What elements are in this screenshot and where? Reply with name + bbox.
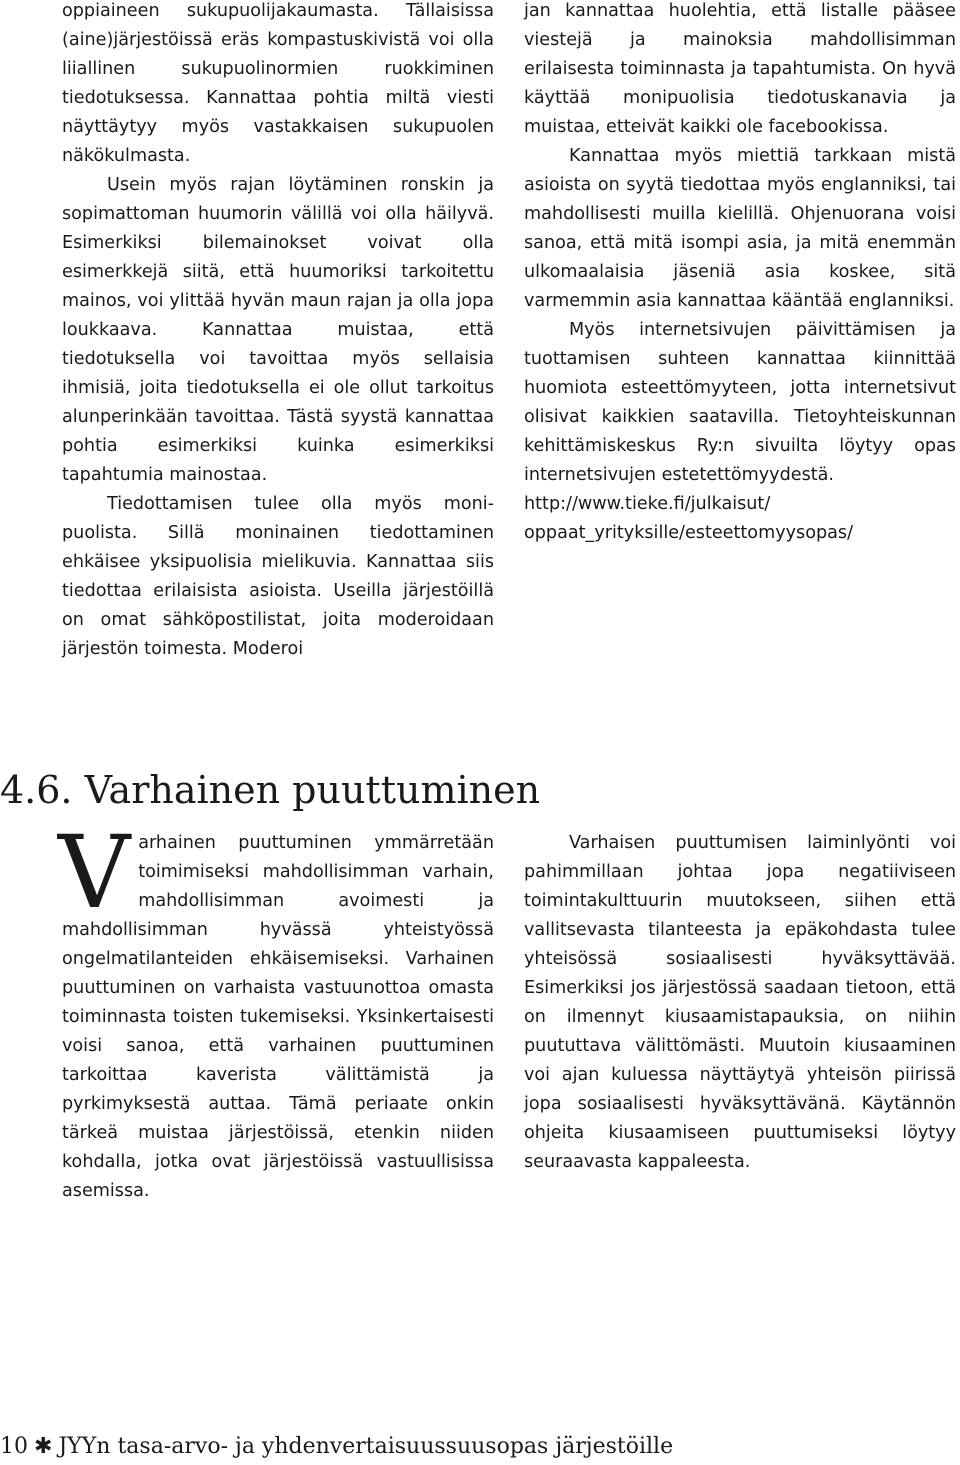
paragraph: Tiedottamisen tulee olla myös monipuolista. Sillä moninainen tiedottaminen ehkäisee yksipuolisia mielikuvia. Kannattaa siis tiedottaa erilaisista asioista. Useilla järjestöillä on omat sähköpostilistat, joita moderoidaan järjestön toimesta. Moderoi	[62, 494, 494, 659]
column-top-right	[524, 0, 956, 548]
column-top-left	[62, 0, 494, 664]
paragraph: oppiaineen sukupuolijakaumasta. Tällaisissa (aine)järjestöissä eräs kompastuskivistä voi olla liiallinen sukupuolinormien ruokkiminen tiedotuksessa. Kannattaa pohtia miltä viesti näyttäytyy myös vastakkaisen sukupuolen näkökulmasta.	[62, 1, 494, 166]
paragraph: Usein myös rajan löytäminen ronskin ja sopimattoman huumorin välillä voi olla häilyvä. Esimerkiksi bilemainokset voivat olla esimerkkejä siitä, että huumoriksi tarkoitettu mainos, voi ylittää hyvän maun rajan ja olla jopa loukkaava. Kannattaa muistaa, että tiedotuksella voi tavoittaa myös sellaisia ihmisiä, joita tiedotuksella ei ole ollut tarkoitus alunperinkään tavoittaa. Tästä syystä kannattaa pohtia esimerkiksi kuinka esimerkiksi tapahtumia mainostaa.	[62, 175, 494, 485]
page-number: 10	[0, 1434, 28, 1459]
paragraph: Myös internetsivujen päivittämisen ja tuottamisen suhteen kannattaa kiinnittää huomiota esteettömyyteen, jotta internetsivut olisivat kaikkien saatavilla. Tietoyhteiskunnan kehittämiskeskus Ry:n sivuilta löytyy opas internetsivujen estetettömyydestä.	[524, 320, 956, 485]
paragraph: Kannattaa myös miettiä tarkkaan mistä asioista on syytä tiedottaa myös englanniksi, tai mahdollisesti muilla kielillä. Ohjenuorana voisi sanoa, että mitä isompi asia, ja mitä enemmän ulkomaalaisia jäseniä asia koskee, sitä varmemmin asia kannattaa kääntää englanniksi.	[524, 146, 956, 311]
paragraph-text: arhainen puuttuminen ymmärretään toimimiseksi mahdollisimman varhain, mahdollisimman avoimesti ja mahdollisimman hyvässä yhteistyössä ongelmatilanteiden ehkäisemiseksi. Varhainen puuttuminen on varhaista vastuunottoa omasta toiminnasta toisten tukemiseksi. Yksinkertaisesti voisi sanoa, että varhainen puuttuminen tarkoittaa kaverista välittämistä ja pyrkimyksestä auttaa. Tämä periaate onkin tärkeä muistaa järjestöissä, etenkin niiden kohdalla, jotka ovat järjestöissä vastuullisissa asemissa.	[62, 833, 494, 1201]
resource-link[interactable]: http://www.tieke.fi/julkaisut/ oppaat_yrityksille/esteettomyysopas/	[524, 494, 854, 543]
paragraph	[58, 814, 494, 1206]
section-heading: 4.6. Varhainen puuttuminen	[0, 768, 541, 812]
drop-cap: V	[58, 814, 131, 931]
paragraph: jan kannattaa huolehtia, että listalle pääsee viestejä ja mainoksia mahdollisimman erilaisesta toiminnasta ja tapahtumista. On hyvä käyttää monipuolisia tiedotuskanavia ja muistaa, etteivät kaikki ole facebookissa.	[524, 1, 956, 137]
column-bottom-right	[524, 829, 956, 1177]
footer-title: JYYn tasa-arvo- ja yhdenvertaisuussuusopas järjestöille	[58, 1434, 674, 1459]
column-bottom-left	[58, 814, 494, 1206]
paragraph: Varhaisen puuttumisen laiminlyönti voi pahimmillaan johtaa jopa negatiiviseen toimintakulttuurin muutokseen, siihen että vallitsevasta tilanteesta ja epäkohdasta tulee yhteisössä sosiaalisesti hyväksyttävää. Esimerkiksi jos järjestössä saadaan tietoon, että on ilmennyt kiusaamistapauksia, on niihin puututtava välittömästi. Muutoin kiusaaminen voi ajan kuluessa näyttäytyä yhteisön piirissä jopa sosiaalisesti hyväksyttävänä. Käytännön ohjeita kiusaamiseen puuttumiseksi löytyy seuraavasta kappaleesta.	[524, 833, 956, 1172]
asterisk-icon: ✱	[34, 1434, 53, 1459]
page-footer	[0, 1432, 673, 1462]
